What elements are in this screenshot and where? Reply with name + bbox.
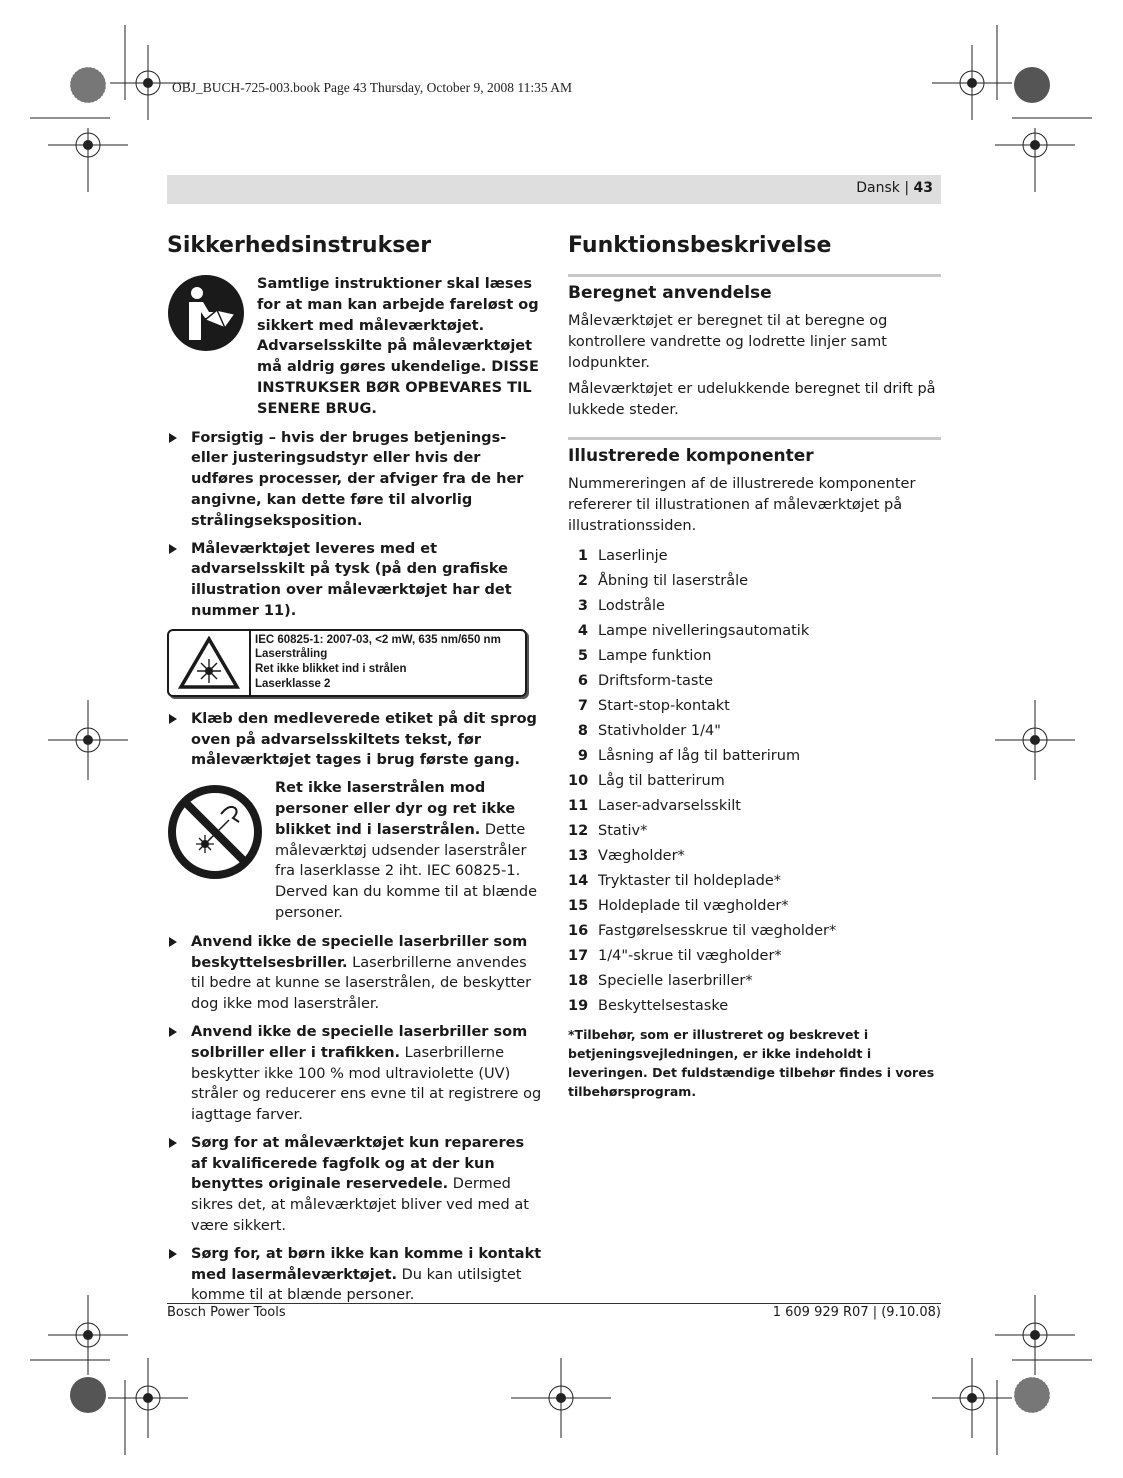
component-number: 3 <box>577 598 588 615</box>
components-intro: Nummereringen af de illustrerede komponenter refererer til illustrationen af måleværktøjet på illustrationssiden. <box>568 475 916 534</box>
bullet-arrow-icon <box>169 433 177 443</box>
bullet-sticker <box>167 709 542 771</box>
component-label: Lampe funktion <box>598 648 712 665</box>
component-number: 15 <box>568 898 589 915</box>
bullet-arrow-icon <box>169 1138 177 1148</box>
footer-left: Bosch Power Tools <box>167 1305 286 1320</box>
function-title: Funktionsbeskrivelse <box>568 233 832 258</box>
bullet-children <box>167 1244 542 1306</box>
bullet-not-sunglasses-text: Laserbrillerne beskytter ikke 100 % mod ultraviolette (UV) stråler og reducerer ens evne til at registrere og iagttage farver. <box>191 1044 542 1124</box>
intended-use-paragraph-1: Måleværktøjet er beregnet til at beregne og kontrollere vandrette og lodrette linjer samt lodpunkter. <box>568 313 888 371</box>
bullet-not-protective-text: Laserbrillerne anvendes til bedre at kunne se laserstrålen, de beskytter dog ikke mod laserstråler. <box>191 954 532 1013</box>
list-item <box>568 669 941 694</box>
bullet-children-text: Du kan utilsigtet komme til at blænde personer. <box>191 1266 522 1304</box>
read-manual-block <box>167 274 542 420</box>
component-label: Laser-advarselsskilt <box>598 798 741 815</box>
list-item <box>568 644 941 669</box>
component-label: Låg til batterirum <box>598 773 725 790</box>
bullet-not-protective-bold: Anvend ikke de specielle laserbriller som beskyttelsesbriller. <box>191 933 528 971</box>
header-language: Dansk <box>856 180 900 196</box>
component-number: 5 <box>577 648 588 665</box>
section-intended-use-heading: Beregnet anvendelse <box>568 274 941 305</box>
laser-warning-text <box>275 778 542 924</box>
list-item <box>568 719 941 744</box>
bullet-sticker-text: Klæb den medleverede etiket på dit sprog oven på advarselsskiltets tekst, før måleværktøjet tages i brug første gang. <box>191 710 537 769</box>
component-label: Beskyttelsestaske <box>598 998 729 1015</box>
component-number: 19 <box>568 998 589 1015</box>
list-item <box>568 819 941 844</box>
laser-warning-block <box>167 778 542 924</box>
header-separator: | <box>904 180 910 196</box>
component-number: 4 <box>577 623 588 640</box>
component-label: Vægholder* <box>598 848 685 865</box>
intended-use-paragraph-2: Måleværktøjet er udelukkende beregnet til drift på lukkede steder. <box>568 381 936 419</box>
laser-warning-regular: Dette måleværktøj udsender laserstråler fra laserklasse 2 iht. IEC 60825-1. Derved kan du komme til at blænde personer. <box>275 821 538 921</box>
bullet-arrow-icon <box>169 1249 177 1259</box>
left-column <box>167 232 542 1313</box>
footer-rule <box>167 1303 941 1304</box>
component-label: Driftsform-taste <box>598 673 714 690</box>
component-label: Fastgørelsesskrue til vægholder* <box>598 923 837 940</box>
bullet-arrow-icon <box>169 1027 177 1037</box>
label-line-standard: IEC 60825-1: 2007-03, <2 mW, 635 nm/650 nm <box>255 633 501 646</box>
page-header-bar <box>167 175 941 204</box>
component-number: 18 <box>568 973 589 990</box>
component-number: 6 <box>577 673 588 690</box>
component-label: Stativholder 1/4" <box>598 723 721 740</box>
component-number: 7 <box>577 698 588 715</box>
component-number: 2 <box>577 573 588 590</box>
list-item <box>568 844 941 869</box>
bullet-arrow-icon <box>169 937 177 947</box>
component-number: 14 <box>568 873 589 890</box>
no-laser-eye-icon <box>167 784 263 924</box>
list-item <box>568 994 941 1019</box>
laser-warning-label <box>167 629 527 697</box>
component-number: 1 <box>577 548 588 565</box>
list-item <box>568 694 941 719</box>
list-item <box>568 769 941 794</box>
list-item <box>568 919 941 944</box>
component-number: 13 <box>568 848 589 865</box>
component-label: Laserlinje <box>598 548 668 565</box>
bullet-repair-text: Dermed sikres det, at måleværktøjet bliver ved med at være sikkert. <box>191 1176 529 1235</box>
list-item <box>568 744 941 769</box>
component-label: Låsning af låg til batterirum <box>598 748 801 765</box>
bullet-german-label <box>167 539 542 622</box>
bullet-caution-text: Forsigtig – hvis der bruges betjenings- eller justeringsudstyr eller hvis der udføres processer, der afviger fra de her angivne, kan dette føre til alvorlig strålingseksposition. <box>191 429 524 529</box>
read-manual-text: Samtlige instruktioner skal læses for at man kan arbejde fareløst og sikkert med måleværktøjet. Advarselsskilte på måleværktøjet må aldrig gøres ukendelige. DISSE INSTRUKSER BØR OPBEVARES TIL SENERE BRUG. <box>257 276 539 417</box>
list-item <box>568 794 941 819</box>
component-label: Holdeplade til vægholder* <box>598 898 789 915</box>
list-item <box>568 894 941 919</box>
bullet-german-label-text: Måleværktøjet leveres med et advarselsskilt på tysk (på den grafiske illustration over måleværktøjet har det nummer 11). <box>191 540 512 619</box>
list-item <box>568 544 941 569</box>
component-number: 11 <box>568 798 589 815</box>
component-label: Start-stop-kontakt <box>598 698 730 715</box>
laser-label-text <box>251 631 505 695</box>
print-slug-line: OBJ_BUCH-725-003.book Page 43 Thursday, October 9, 2008 11:35 AM <box>172 80 572 95</box>
list-item <box>568 944 941 969</box>
component-number: 12 <box>568 823 589 840</box>
header-page-number: 43 <box>913 180 933 196</box>
component-label: Lampe nivelleringsautomatik <box>598 623 810 640</box>
list-item <box>568 594 941 619</box>
component-label: Specielle laserbriller* <box>598 973 753 990</box>
component-label: 1/4"-skrue til vægholder* <box>598 948 782 965</box>
component-label: Tryktaster til holdeplade* <box>598 873 782 890</box>
component-label: Stativ* <box>598 823 648 840</box>
bullet-arrow-icon <box>169 544 177 554</box>
read-manual-icon <box>167 274 245 420</box>
bullet-repair <box>167 1133 542 1237</box>
label-line-radiation: Laserstråling <box>255 648 328 661</box>
bullet-not-sunglasses-bold: Anvend ikke de specielle laserbriller som solbriller eller i trafikken. <box>191 1023 528 1061</box>
page-header-text <box>856 180 933 196</box>
list-item <box>568 869 941 894</box>
bullet-not-sunglasses <box>167 1022 542 1126</box>
component-label: Åbning til laserstråle <box>598 573 749 590</box>
bullet-repair-bold: Sørg for at måleværktøjet kun repareres af kvalificerede fagfolk og at der kun benyttes originale reservedele. <box>191 1134 525 1193</box>
component-number: 17 <box>568 948 589 965</box>
accessories-footnote: *Tilbehør, som er illustreret og beskrevet i betjeningsvejledningen, er ikke indeholdt i leveringen. Det fuldstændige tilbehør findes i vores tilbehørsprogram. <box>568 1027 935 1100</box>
component-number: 9 <box>577 748 588 765</box>
safety-title: Sikkerhedsinstrukser <box>167 233 432 258</box>
label-line-class: Laserklasse 2 <box>255 677 331 690</box>
list-item <box>568 969 941 994</box>
laser-hazard-icon <box>169 631 251 695</box>
bullet-not-protective <box>167 932 542 1015</box>
bullet-caution <box>167 428 542 532</box>
list-item <box>568 569 941 594</box>
component-number: 8 <box>577 723 588 740</box>
component-label: Lodstråle <box>598 598 665 615</box>
bullet-children-bold: Sørg for, at børn ikke kan komme i kontakt med lasermåleværktøjet. <box>191 1245 542 1283</box>
right-column <box>568 232 941 1101</box>
list-item <box>568 619 941 644</box>
section-components-heading: Illustrerede komponenter <box>568 437 941 468</box>
label-line-do-not-stare: Ret ikke blikket ind i strålen <box>255 662 407 675</box>
bullet-arrow-icon <box>169 714 177 724</box>
component-number: 10 <box>568 773 589 790</box>
laser-warning-bold: Ret ikke laserstrålen mod personer eller dyr og ret ikke blikket ind i laserstrålen. <box>275 780 516 838</box>
component-number: 16 <box>568 923 589 940</box>
components-list <box>568 544 941 1019</box>
footer-right: 1 609 929 R07 | (9.10.08) <box>772 1305 941 1320</box>
